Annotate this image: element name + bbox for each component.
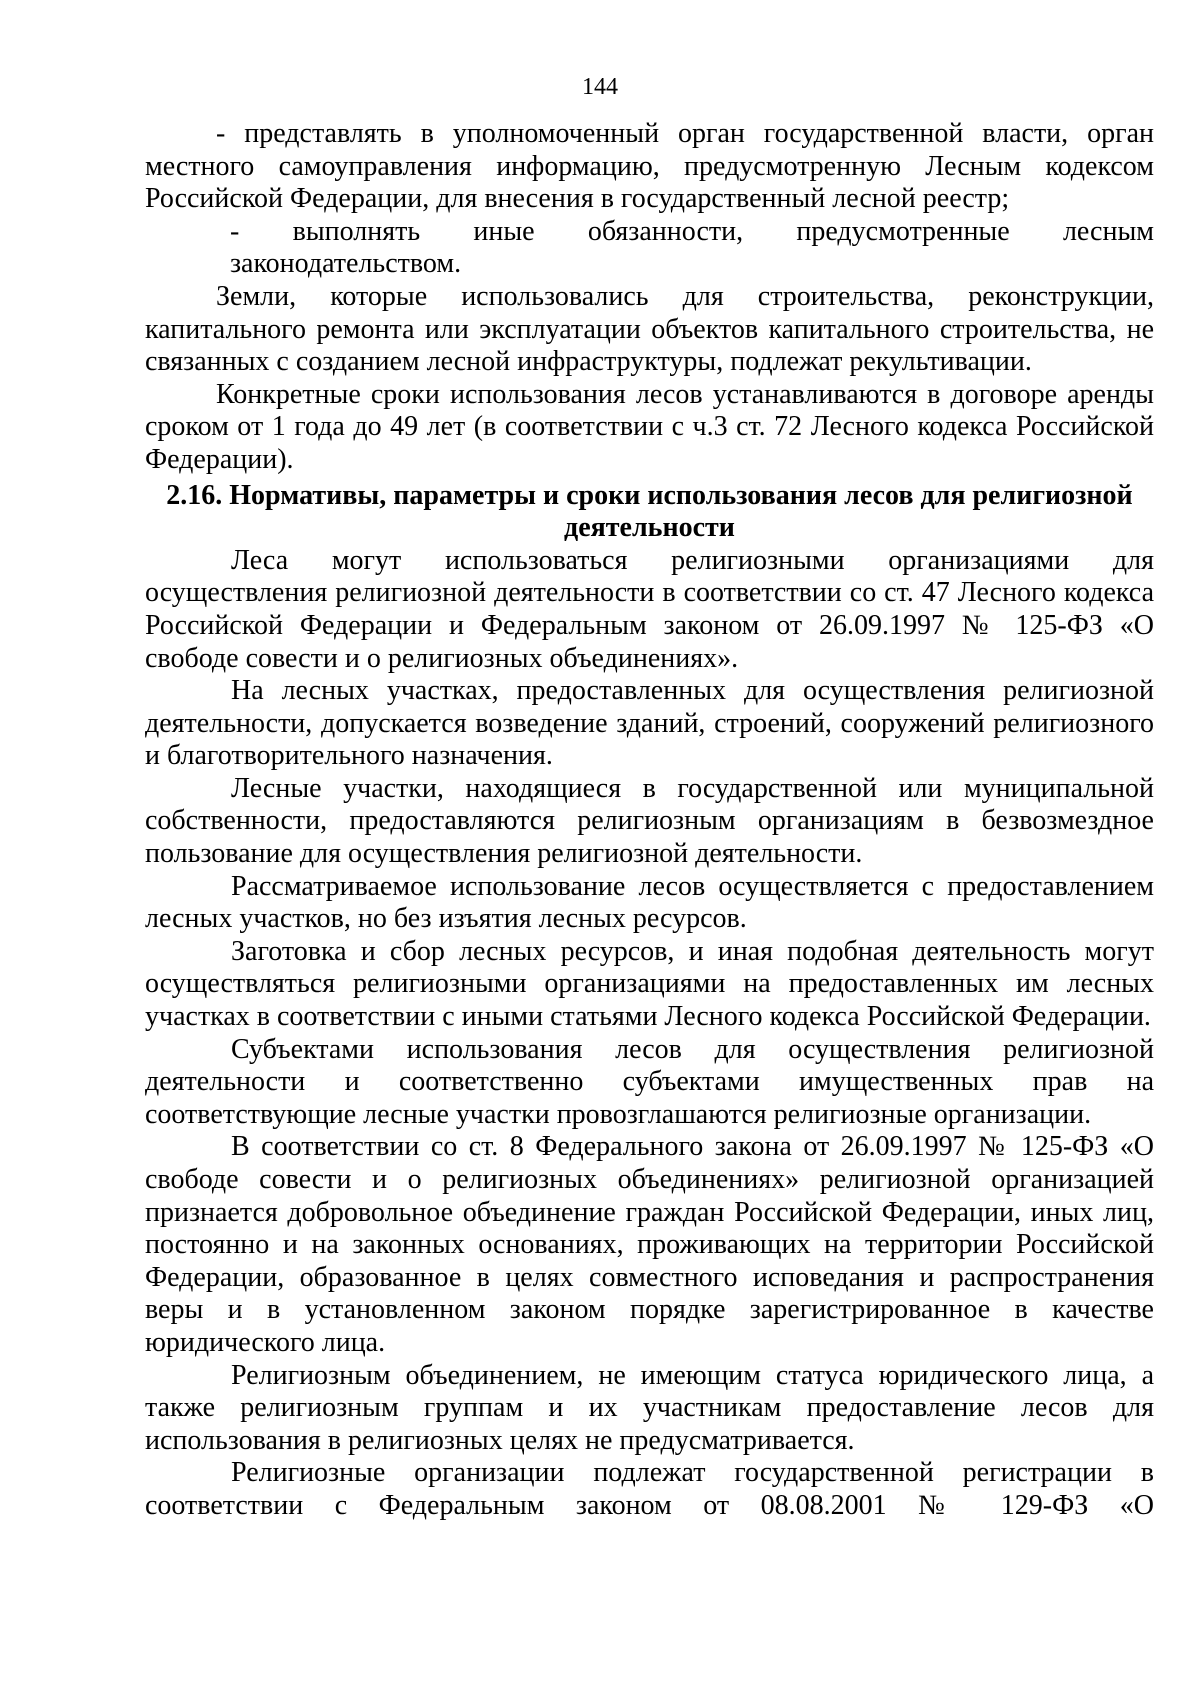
section-heading: 2.16. Нормативы, параметры и сроки использования лесов для религиозной деятельности	[166, 479, 1133, 544]
paragraph-religious-org-definition: В соответствии со ст. 8 Федерального закона от 26.09.1997 № 125-ФЗ «О свободе совести и о религиозных объединениях» религиозной организацией признается добровольное объединение граждан Российской Федерации, иных лиц, постоянно и на законных основаниях, проживающих на территории Российской Федерации, образованное в целях совместного исповедания и распространения веры и в установленном законом порядке зарегистрированное в качестве юридического лица.	[145, 1131, 1154, 1358]
paragraph-permitted-construction: На лесных участках, предоставленных для осуществления религиозной деятельности, допускается возведение зданий, строений, сооружений религиозного и благотворительного назначения.	[145, 675, 1154, 772]
page-number: 144	[582, 74, 618, 100]
paragraph-free-use-grant: Лесные участки, находящиеся в государственной или муниципальной собственности, предоставляются религиозным организациям в безвозмездное пользование для осуществления религиозной деятельности.	[145, 772, 1154, 870]
paragraph-no-resource-withdrawal: Рассматриваемое использование лесов осуществляется с предоставлением лесных участков, но без изъятия лесных ресурсов.	[145, 870, 1154, 935]
paragraph-lease-terms: Конкретные сроки использования лесов устанавливаются в договоре аренды сроком от 1 года до 49 лет (в соответствии с ч.3 ст. 72 Лесного кодекса Российской Федерации).	[145, 378, 1154, 475]
paragraph-obligation-reporting: - представлять в уполномоченный орган государственной власти, орган местного самоуправления информацию, предусмотренную Лесным кодексом Российской Федерации, для внесения в государственный лесной реестр;	[145, 118, 1154, 215]
paragraph-land-recultivation: Земли, которые использовались для строительства, реконструкции, капитального ремонта или эксплуатации объектов капитального строительства, не связанных с созданием лесной инфраструктуры, подлежат рекультивации.	[145, 280, 1154, 378]
paragraph-obligation-other: - выполнять иные обязанности, предусмотренные лесным законодательством.	[230, 215, 1154, 280]
paragraph-non-legal-entities: Религиозным объединением, не имеющим статуса юридического лица, а также религиозным группам и их участникам предоставление лесов для использования в религиозных целях не предусматривается.	[145, 1359, 1154, 1456]
paragraph-state-registration: Религиозные организации подлежат государственной регистрации в соответствии с Федеральным законом от 08.08.2001 № 129-ФЗ «О	[145, 1457, 1154, 1521]
document-body	[145, 118, 1154, 1523]
paragraph-resource-harvesting: Заготовка и сбор лесных ресурсов, и иная подобная деятельность могут осуществляться религиозными организациями на предоставленных им лесных участках в соответствии с иными статьями Лесного кодекса Российской Федерации.	[145, 935, 1154, 1033]
paragraph-religious-use-basis: Леса могут использоваться религиозными организациями для осуществления религиозной деятельности в соответствии со ст. 47 Лесного кодекса Российской Федерации и Федеральным законом от 26.09.1997 № 125-ФЗ «О свободе совести и о религиозных объединениях».	[145, 544, 1154, 674]
paragraph-subjects-of-use: Субъектами использования лесов для осуществления религиозной деятельности и соответственно субъектами имущественных прав на соответствующие лесные участки провозглашаются религиозные организации.	[145, 1033, 1154, 1130]
